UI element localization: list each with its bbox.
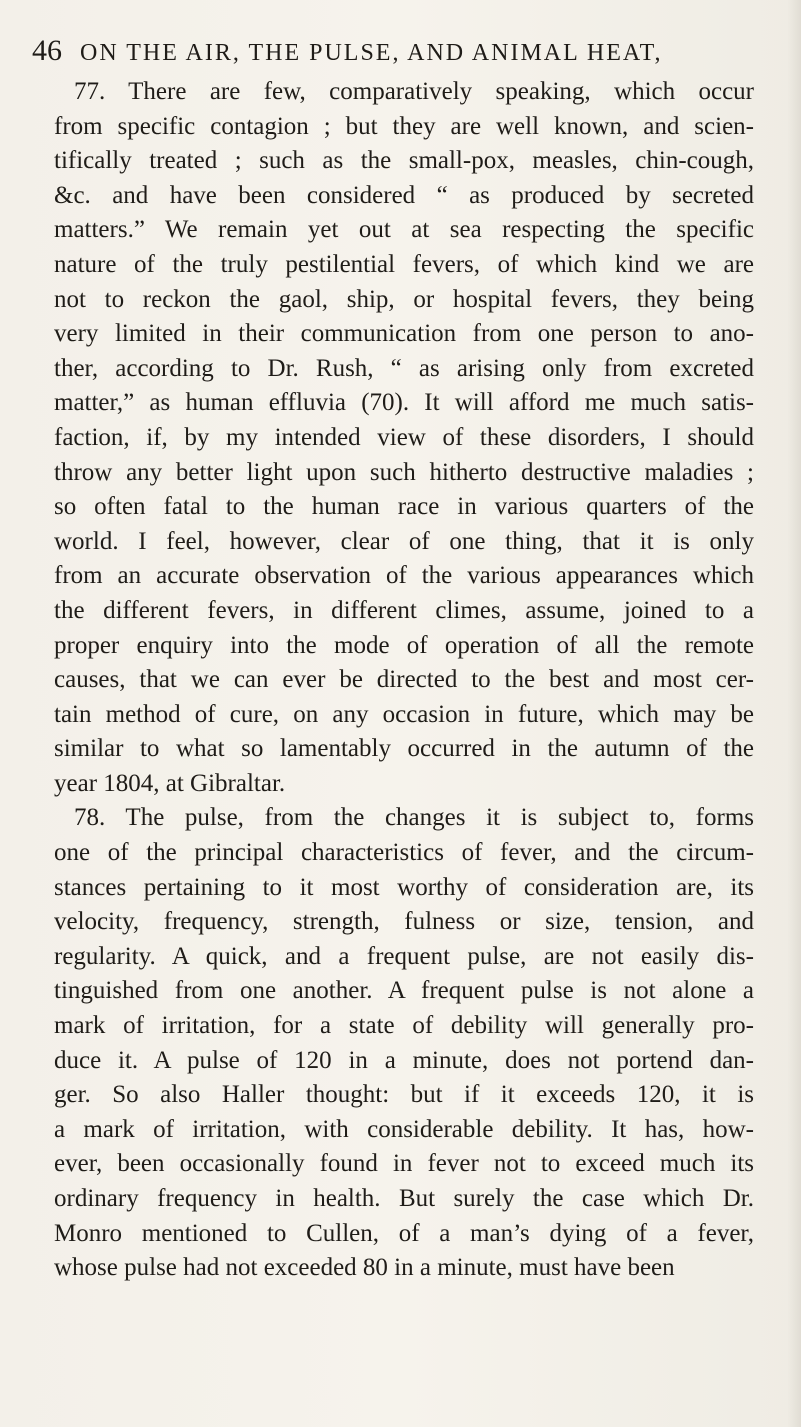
- running-title: ON THE AIR, THE PULSE, AND ANIMAL HEAT,: [80, 40, 663, 66]
- text-line: world. I feel, however, clear of one thing, that it is only: [54, 527, 754, 555]
- page-edge-shadow: [787, 0, 801, 1427]
- text-line: one of the principal characteristics of fever, and the circum-: [54, 839, 754, 867]
- text-line: from an accurate observation of the various appearances which: [54, 562, 754, 590]
- text-line: the different fevers, in different climes, assume, joined to a: [54, 596, 754, 624]
- text-line: mark of irritation, for a state of debility will generally pro-: [54, 1012, 754, 1040]
- text-line: velocity, frequency, strength, fulness or size, tension, and: [54, 908, 754, 936]
- text-line: ther, according to Dr. Rush, “ as arising only from excreted: [54, 354, 754, 382]
- text-line: 78. The pulse, from the changes it is subject to, forms: [74, 804, 754, 832]
- text-line: ger. So also Haller thought: but if it exceeds 120, it is: [54, 1081, 754, 1109]
- text-line: throw any better light upon such hitherto destructive maladies ;: [54, 458, 754, 486]
- text-line: not to reckon the gaol, ship, or hospital fevers, they being: [54, 285, 754, 313]
- text-line: stances pertaining to it most worthy of consideration are, its: [54, 873, 754, 901]
- text-line: faction, if, by my intended view of these disorders, I should: [54, 423, 754, 451]
- text-line: ordinary frequency in health. But surely the case which Dr.: [54, 1185, 754, 1212]
- text-line: matter,” as human effluvia (70). It will afford me much satis-: [54, 389, 754, 417]
- text-line: matters.” We remain yet out at sea respecting the specific: [54, 216, 754, 244]
- text-line: very limited in their communication from one person to ano-: [54, 320, 754, 348]
- text-line: proper enquiry into the mode of operation of all the remote: [54, 631, 754, 659]
- text-line: ever, been occasionally found in fever not to exceed much its: [54, 1150, 754, 1178]
- text-line: duce it. A pulse of 120 in a minute, does not portend dan-: [54, 1046, 754, 1074]
- text-line: a mark of irritation, with considerable debility. It has, how-: [54, 1115, 754, 1143]
- text-line: regularity. A quick, and a frequent pulse, are not easily dis-: [54, 942, 754, 970]
- paragraph: [54, 801, 754, 1285]
- text-line: tinguished from one another. A frequent pulse is not alone a: [54, 977, 754, 1005]
- text-line: tain method of cure, on any occasion in future, which may be: [54, 700, 754, 728]
- text-line: &c. and have been considered “ as produced by secreted: [54, 181, 754, 209]
- paragraph: [54, 75, 754, 801]
- page-body: [54, 75, 754, 1286]
- text-line: year 1804, at Gibraltar.: [54, 769, 286, 797]
- text-line: tifically treated ; such as the small-pox, measles, chin-cough,: [54, 147, 754, 175]
- text-line: from specific contagion ; but they are well known, and scien-: [54, 112, 754, 140]
- page-number: 46: [32, 34, 62, 67]
- text-line: 77. There are few, comparatively speaking, which occur: [74, 78, 754, 105]
- text-line: nature of the truly pestilential fevers, of which kind we are: [54, 250, 754, 278]
- text-line: so often fatal to the human race in various quarters of the: [54, 493, 754, 521]
- text-line: causes, that we can ever be directed to the best and most cer-: [54, 666, 754, 694]
- text-line: whose pulse had not exceeded 80 in a minute, must have been: [54, 1254, 675, 1282]
- text-line: Monro mentioned to Cullen, of a man’s dying of a fever,: [54, 1219, 754, 1247]
- running-header: [32, 34, 752, 70]
- text-line: similar to what so lamentably occurred in the autumn of the: [54, 735, 754, 763]
